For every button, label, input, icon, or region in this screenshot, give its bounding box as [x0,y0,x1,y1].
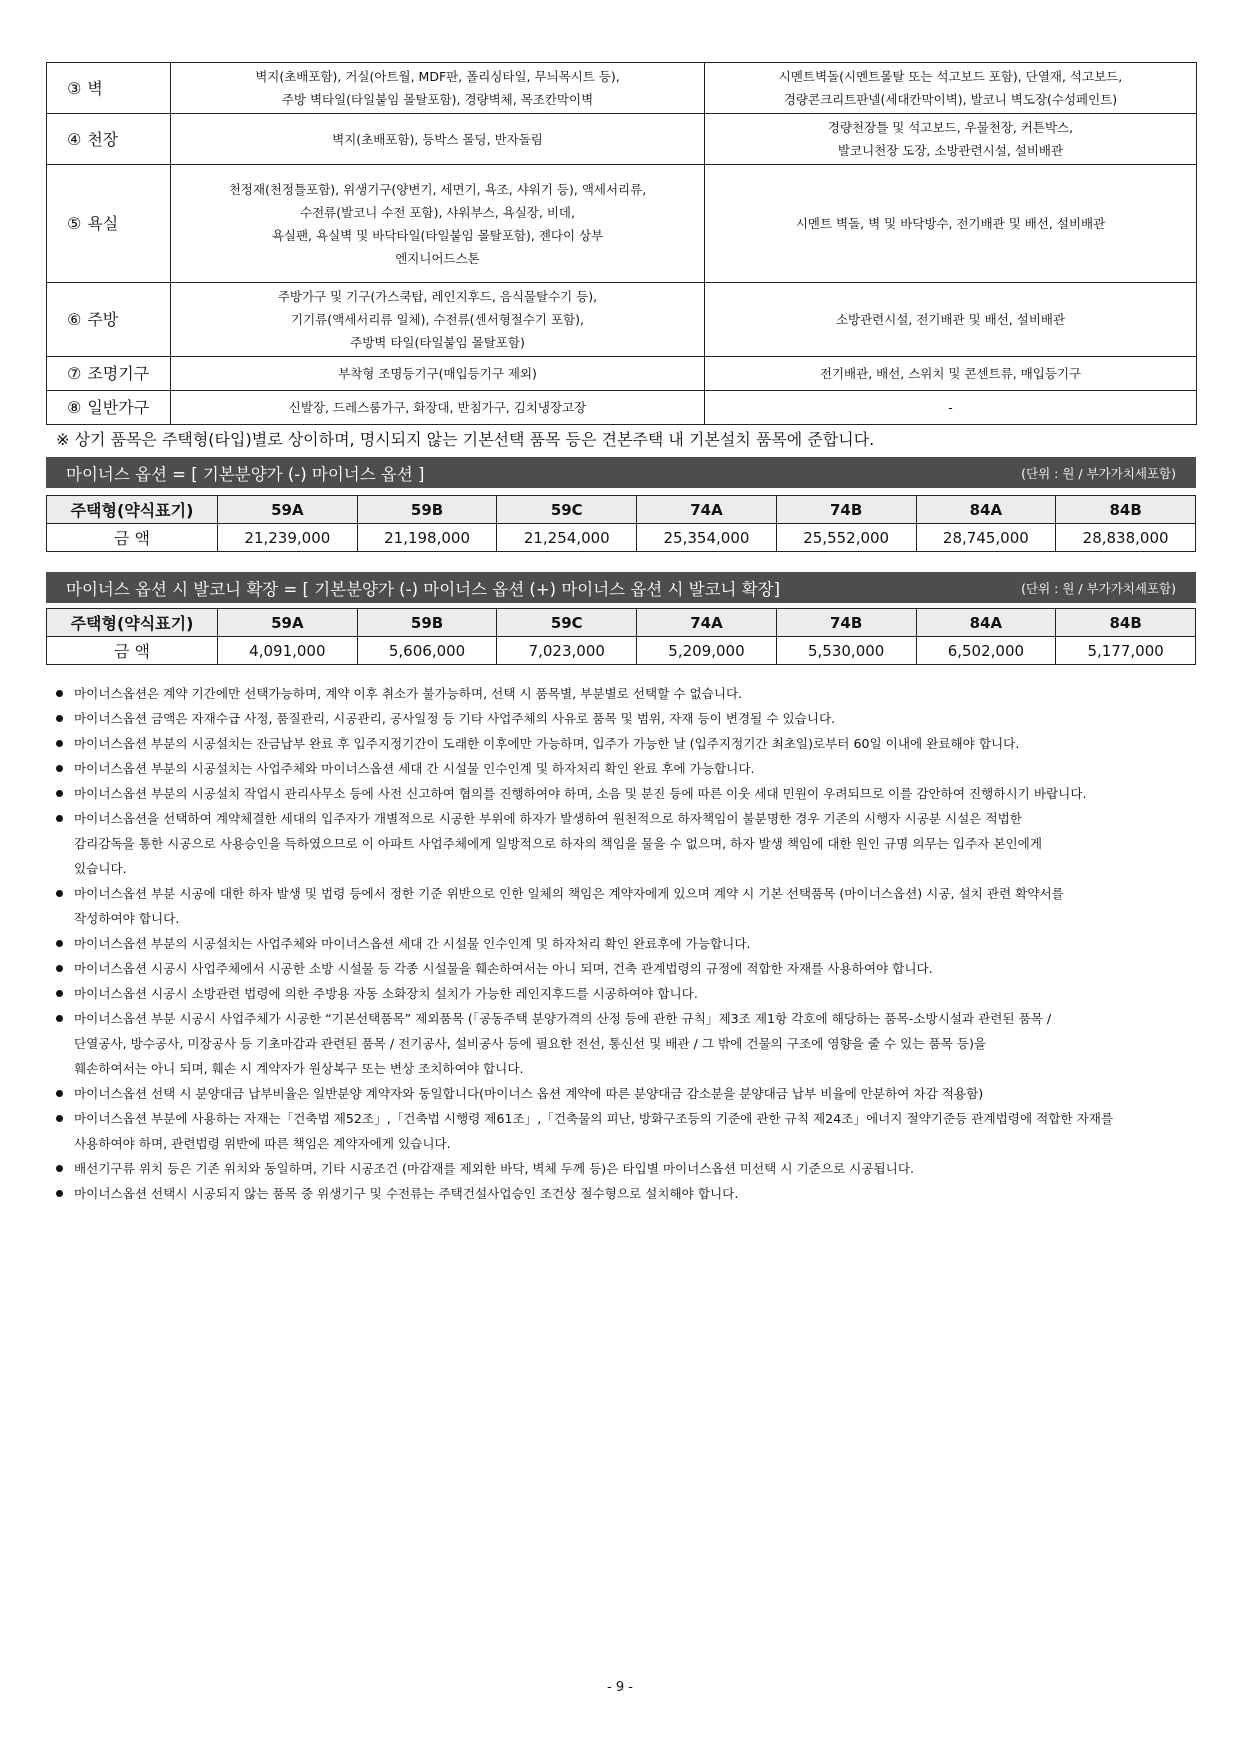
amount-label: 금 액 [47,637,218,665]
notice-line: 단열공사, 방수공사, 미장공사 등 기초마감과 관련된 품목 / 전기공사, 설비공사 등에 필요한 전선, 통신선 및 배관 / 그 밖에 건물의 구조에 영향을 줄 수 있는 품목 등)을 [74,1036,987,1051]
notice-line: 작성하여야 합니다. [74,911,180,926]
notice-line: 배선기구류 위치 등은 기존 위치와 동일하며, 기타 시공조건 (마감재를 제외한 바닥, 벽체 두께 등)은 타입별 마이너스옵션 미선택 시 기준으로 시공됩니다. [74,1161,914,1176]
notice-line: 사용하여야 하며, 관련법령 위반에 따른 책임은 계약자에게 있습니다. [74,1136,451,1151]
amount-cell: 5,530,000 [776,637,916,665]
balcony-option-header [46,572,1196,603]
amount-cell: 28,745,000 [916,524,1056,552]
item-category [47,391,171,425]
page-number: - 9 - [607,1680,633,1695]
item-row [47,283,1197,357]
amount-cell: 21,198,000 [357,524,497,552]
basic-items-cell [705,391,1197,425]
item-category-name: 일반가구 [87,398,150,417]
notice-line: 마이너스옵션 부분의 시공설치는 사업주체와 마이너스옵션 세대 간 시설물 인수인계 및 하자처리 확인 완료후에 가능합니다. [74,936,751,951]
cell-line: 주방 벽타일(타일붙임 몰탈포함), 경량벽체, 목조칸막이벽 [281,92,594,107]
notice-item [56,781,1196,806]
cell-line: 경량천장틀 및 석고보드, 우물천장, 커튼박스, [827,120,1074,135]
item-number: ⑦ [67,364,82,383]
item-number: ③ [67,78,82,98]
notice-line: 마이너스옵션 부분에 사용하는 자재는「건축법 제52조」,「건축법 시행령 제61조」,「건축물의 피난, 방화구조등의 기준에 관한 규칙 제24조」에너지 절약기준등 관계법령에 적합한 자재를 [74,1111,1114,1126]
amount-cell: 21,239,000 [218,524,358,552]
item-row [47,63,1197,114]
minus-option-row-header: 주택형(약식표기) [47,496,218,524]
item-category [47,283,171,357]
cell-line: 부착형 조명등기구(매입등기구 제외) [338,366,537,381]
notice-line: 마이너스옵션 부분의 시공설치는 사업주체와 마이너스옵션 세대 간 시설물 인수인계 및 하자처리 확인 완료 후에 가능합니다. [74,761,755,776]
item-row [47,391,1197,425]
minus-option-header [46,457,1196,488]
cell-line: 신발장, 드레스룸가구, 화장대, 반침가구, 김치냉장고장 [288,400,587,415]
notice-line: 마이너스옵션 선택 시 분양대금 납부비율은 일반분양 계약자와 동일합니다(마이너스 옵션 계약에 따른 분양대금 감소분을 분양대금 납부 비율에 안분하여 차감 적용함) [74,1086,984,1101]
notice-line: 마이너스옵션 시공시 사업주체에서 시공한 소방 시설물 등 각종 시설물을 훼손하여서는 아니 되며, 건축 관계법령의 규정에 적합한 자재를 사용하여야 합니다. [74,961,933,976]
notice-line: 감리감독을 통한 시공으로 사용승인을 득하였으므로 이 아파트 사업주체에게 일방적으로 하자의 책임을 물을 수 없으며, 하자 발생 책임에 대한 원인 규명 의무는 입주자 본인에게 [74,836,1042,851]
notice-line: 훼손하여서는 아니 되며, 훼손 시 계약자가 원상복구 또는 변상 조치하여야 합니다. [74,1061,524,1076]
item-row [47,165,1197,283]
item-category-name: 주방 [87,310,119,329]
item-number: ⑧ [67,398,82,417]
amount-cell: 6,502,000 [916,637,1056,665]
notice-item [56,1081,1196,1106]
minus-option-title: 마이너스 옵션 = [ 기본분양가 (-) 마이너스 옵션 ] [66,464,425,484]
type-cell: 74A [637,609,777,637]
item-number: ⑥ [67,310,82,329]
notice-line: 마이너스옵션 부분의 시공설치 작업시 관리사무소 등에 사전 신고하여 협의를 진행하여야 하며, 소음 및 분진 등에 따른 이웃 세대 민원이 우려되므로 이를 감안하여 진행하시기 바랍니다. [74,786,1087,801]
notice-line: 마이너스옵션 시공시 소방관련 법령에 의한 주방용 자동 소화장치 설치가 가능한 레인지후드를 시공하여야 합니다. [74,986,698,1001]
notice-line: 마이너스옵션은 계약 기간에만 선택가능하며, 계약 이후 취소가 불가능하며, 선택 시 품목별, 부분별로 선택할 수 없습니다. [74,686,743,701]
included-items-cell [171,391,705,425]
item-category-name: 벽 [87,78,103,98]
type-cell: 84B [1056,609,1196,637]
cell-line: 주방벽 타일(타일붙임 몰탈포함) [350,335,525,350]
note-text: ※ 상기 품목은 주택형(타입)별로 상이하며, 명시되지 않는 기본선택 품목 등은 견본주택 내 기본설치 품목에 준합니다. [56,430,875,449]
notice-line: 마이너스옵션 금액은 자재수급 사정, 품질관리, 시공관리, 공사일정 등 기타 사업주체의 사유로 품목 및 범위, 자재 등이 변경될 수 있습니다. [74,711,836,726]
type-cell: 84B [1056,496,1196,524]
cell-line: 주방가구 및 기구(가스쿡탑, 레인지후드, 음식물탈수기 등), [277,289,598,304]
balcony-option-table [46,608,1196,665]
basic-items-cell [705,357,1197,391]
notice-item [56,756,1196,781]
basic-items-cell [705,165,1197,283]
notice-line: 마이너스옵션 부분 시공시 사업주체가 시공한 “기본선택품목” 제외품목 (「공동주택 분양가격의 산정 등에 관한 규칙」제3조 제1항 각호에 해당하는 품목-소방시설과 관련된 품목 / [74,1011,1052,1026]
cell-line: 시멘트벽돌(시멘트몰탈 또는 석고보드 포함), 단열재, 석고보드, [778,69,1123,84]
minus-option-unit: (단위 : 원 / 부가가치세포함) [1021,465,1176,481]
cell-line: - [948,400,953,415]
balcony-option-amount-row [47,637,1196,665]
amount-cell: 4,091,000 [218,637,358,665]
notice-line: 마이너스옵션 선택시 시공되지 않는 품목 중 위생기구 및 수전류는 주택건설사업승인 조건상 절수형으로 설치해야 합니다. [74,1186,739,1201]
type-cell: 59B [357,496,497,524]
balcony-option-unit: (단위 : 원 / 부가가치세포함) [1021,580,1176,596]
type-cell: 59C [497,496,637,524]
amount-cell: 7,023,000 [497,637,637,665]
type-cell: 59A [218,609,358,637]
amount-label: 금 액 [47,524,218,552]
notice-line: 마이너스옵션 부분 시공에 대한 하자 발생 및 법령 등에서 정한 기준 위반으로 인한 일체의 책임은 계약자에게 있으며 계약 시 기본 선택품목 (마이너스옵션) 시공, 설치 관련 확약서를 [74,886,1064,901]
included-items-cell [171,63,705,114]
notice-item [56,681,1196,706]
included-items-cell [171,283,705,357]
notice-item [56,956,1196,981]
item-row [47,114,1197,165]
item-category-name: 천장 [87,129,119,149]
cell-line: 전기배관, 배선, 스위치 및 콘센트류, 매입등기구 [819,366,1082,381]
notice-line: 마이너스옵션을 선택하여 계약체결한 세대의 입주자가 개별적으로 시공한 부위에 하자가 발생하여 원천적으로 하자책임이 불분명한 경우 기존의 시행자 시공분 시설은 적법한 [74,811,1022,826]
cell-line: 벽지(초배포함), 등박스 몰딩, 반자돌림 [332,131,543,147]
basic-items-cell [705,283,1197,357]
cell-line: 수전류(발코니 수전 포함), 샤워부스, 욕실장, 비데, [300,204,575,220]
amount-cell: 25,552,000 [776,524,916,552]
type-cell: 84A [916,496,1056,524]
type-cell: 74A [637,496,777,524]
document-page [46,62,1196,1206]
minus-option-table [46,495,1196,552]
type-cell: 74B [776,496,916,524]
amount-cell: 25,354,000 [637,524,777,552]
cell-line: 엔지니어드스톤 [395,250,480,266]
balcony-option-title: 마이너스 옵션 시 발코니 확장 = [ 기본분양가 (-) 마이너스 옵션 (+) 마이너스 옵션 시 발코니 확장] [66,579,781,599]
item-category-name: 욕실 [87,214,119,233]
item-number: ⑤ [67,214,82,233]
type-cell: 84A [916,609,1056,637]
item-category [47,114,171,165]
included-items-cell [171,165,705,283]
amount-cell: 5,606,000 [357,637,497,665]
notice-line: 마이너스옵션 부분의 시공설치는 잔금납부 완료 후 입주지정기간이 도래한 이후에만 가능하며, 입주가 가능한 날 (입주지정기간 최초일)로부터 60일 이내에 완료해야 합니다. [74,736,1020,751]
cell-line: 소방관련시설, 전기배관 및 배선, 설비배관 [835,312,1066,327]
item-row [47,357,1197,391]
balcony-option-header-row [47,609,1196,637]
item-category [47,165,171,283]
notice-item [56,881,1196,931]
cell-line: 경량콘크리트판넬(세대칸막이벽), 발코니 벽도장(수성페인트) [783,92,1118,107]
notice-item [56,931,1196,956]
notice-item [56,731,1196,756]
notice-list [56,681,1196,1206]
basic-items-cell [705,114,1197,165]
amount-cell: 21,254,000 [497,524,637,552]
cell-line: 천정재(천정틀포함), 위생기구(양변기, 세면기, 욕조, 샤워기 등), 액세서리류, [228,181,647,197]
type-cell: 59B [357,609,497,637]
item-number: ④ [67,129,82,149]
notice-line: 있습니다. [74,861,127,876]
items-table [46,62,1197,425]
notice-item [56,1006,1196,1081]
type-cell: 59A [218,496,358,524]
notice-item [56,1106,1196,1156]
notice-item [56,1181,1196,1206]
notice-item [56,806,1196,881]
notice-item [56,1156,1196,1181]
cell-line: 벽지(초배포함), 거실(아트월, MDF판, 폴리싱타일, 무늬목시트 등), [255,69,620,84]
type-cell: 74B [776,609,916,637]
cell-line: 발코니천장 도장, 소방관련시설, 설비배관 [837,143,1064,158]
included-items-cell [171,357,705,391]
item-category [47,63,171,114]
notice-item [56,981,1196,1006]
amount-cell: 28,838,000 [1056,524,1196,552]
type-cell: 59C [497,609,637,637]
minus-option-amount-row [47,524,1196,552]
cell-line: 욕실팬, 욕실벽 및 바닥타일(타일붙임 몰탈포함), 젠다이 상부 [271,227,604,243]
notice-item [56,706,1196,731]
cell-line: 시멘트 벽돌, 벽 및 바닥방수, 전기배관 및 배선, 설비배관 [795,216,1106,231]
minus-option-header-row [47,496,1196,524]
amount-cell: 5,177,000 [1056,637,1196,665]
item-category-name: 조명기구 [87,364,150,383]
item-category [47,357,171,391]
balcony-option-row-header: 주택형(약식표기) [47,609,218,637]
cell-line: 기기류(액세서리류 일체), 수전류(센서형절수기 포함), [291,312,584,327]
included-items-cell [171,114,705,165]
basic-items-cell [705,63,1197,114]
amount-cell: 5,209,000 [637,637,777,665]
